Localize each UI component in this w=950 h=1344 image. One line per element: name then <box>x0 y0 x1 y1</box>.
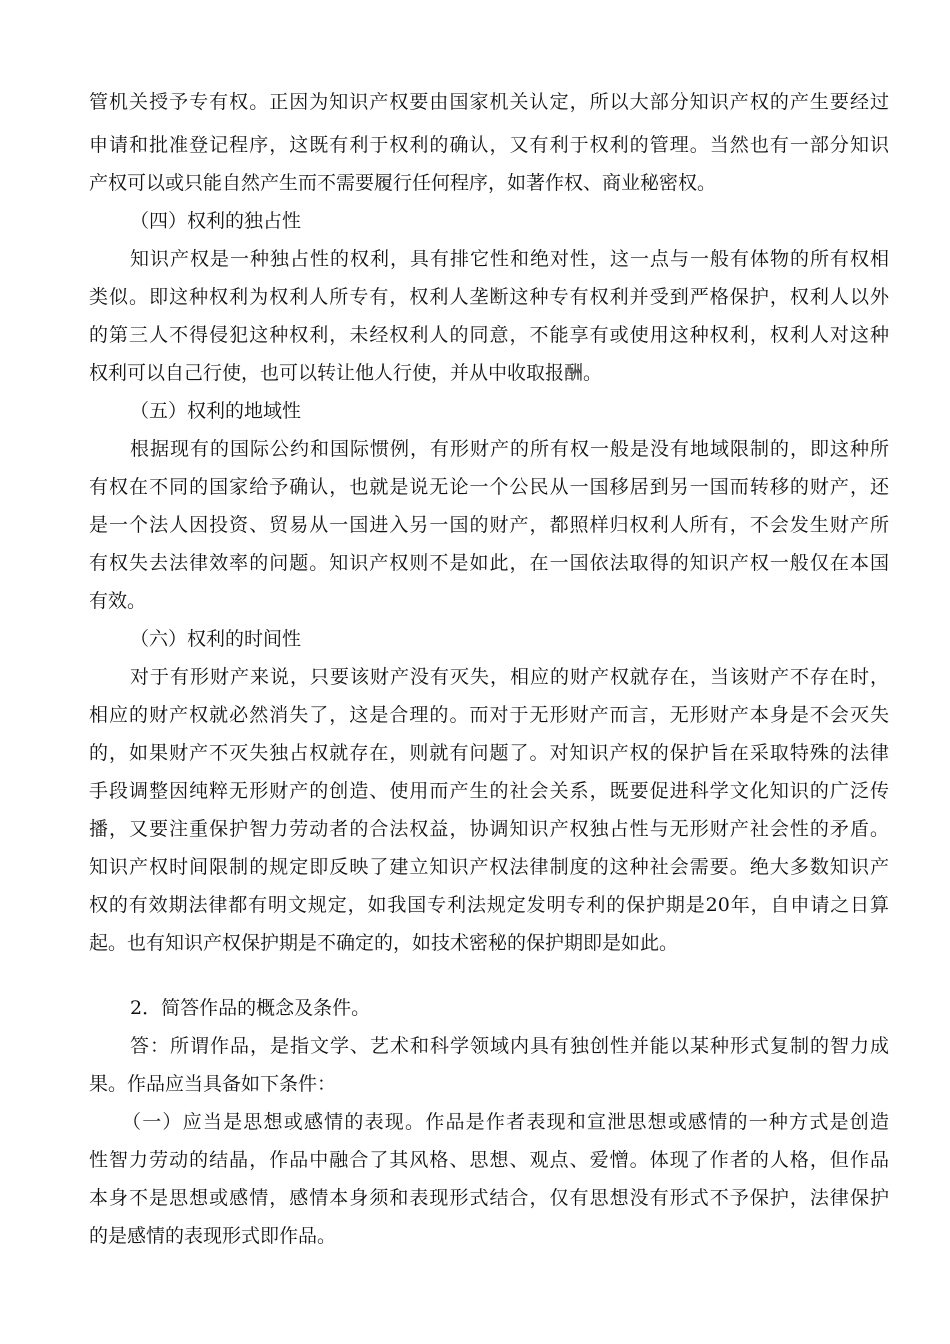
paragraph-line: 相应的财产权就必然消失了，这是合理的。而对于无形财产而言，无形财产本身是不会灭失 <box>89 704 889 726</box>
paragraph-line: 有效。 <box>89 590 147 612</box>
paragraph-line: 知识产权时间限制的规定即反映了建立知识产权法律制度的这种社会需要。绝大多数知识产 <box>89 856 889 878</box>
section-heading: （四）权利的独占性 <box>130 210 302 232</box>
paragraph-line: 管机关授予专有权。正因为知识产权要由国家机关认定，所以大部分知识产权的产生要经过 <box>89 91 889 113</box>
paragraph-line: 有权在不同的国家给予确认，也就是说无论一个公民从一国移居到另一国而转移的财产，还 <box>89 476 889 498</box>
answer-line: 答：所谓作品，是指文学、艺术和科学领域内具有独创性并能以某种形式复制的智力成 <box>130 1035 889 1057</box>
paragraph-line: 播，又要注重保护智力劳动者的合法权益，协调知识产权独占性与无形财产社会性的矛盾。 <box>89 818 889 840</box>
answer-line: 本身不是思想或感情，感情本身须和表现形式结合，仅有思想没有形式不予保护，法律保护 <box>89 1187 889 1209</box>
section-heading: （五）权利的地域性 <box>130 400 302 422</box>
paragraph-line: 权的有效期法律都有明文规定，如我国专利法规定发明专利的保护期是20年，自申请之日算 <box>89 894 889 916</box>
paragraph-line: 有权失去法律效率的问题。知识产权则不是如此，在一国依法取得的知识产权一般仅在本国 <box>89 552 889 574</box>
question-heading: 2．简答作品的概念及条件。 <box>130 997 371 1019</box>
paragraph-line: 知识产权是一种独占性的权利，具有排它性和绝对性，这一点与一般有体物的所有权相 <box>130 248 889 270</box>
answer-line: 的是感情的表现形式即作品。 <box>89 1225 337 1247</box>
paragraph-line: 手段调整因纯粹无形财产的创造、使用而产生的社会关系，既要促进科学文化知识的广泛传 <box>89 780 889 802</box>
section-heading: （六）权利的时间性 <box>130 628 302 650</box>
paragraph-line: 的第三人不得侵犯这种权利，未经权利人的同意，不能享有或使用这种权利，权利人对这种 <box>89 324 889 346</box>
paragraph-line: 的，如果财产不灭失独占权就存在，则就有问题了。对知识产权的保护旨在采取特殊的法律 <box>89 742 889 764</box>
answer-line: （一）应当是思想或感情的表现。作品是作者表现和宣泄思想或感情的一种方式是创造 <box>122 1111 889 1133</box>
paragraph-line: 申请和批准登记程序，这既有利于权利的确认，又有利于权利的管理。当然也有一部分知识 <box>89 134 889 156</box>
answer-line: 性智力劳动的结晶，作品中融合了其风格、思想、观点、爱憎。体现了作者的人格，但作品 <box>89 1149 889 1171</box>
paragraph-line: 根据现有的国际公约和国际惯例，有形财产的所有权一般是没有地域限制的，即这种所 <box>130 438 889 460</box>
paragraph-line: 是一个法人因投资、贸易从一国进入另一国的财产，都照样归权利人所有，不会发生财产所 <box>89 514 889 536</box>
paragraph-line: 起。也有知识产权保护期是不确定的，如技术密秘的保护期即是如此。 <box>89 932 679 954</box>
paragraph-line: 产权可以或只能自然产生而不需要履行任何程序，如著作权、商业秘密权。 <box>89 172 717 194</box>
paragraph-line: 对于有形财产来说，只要该财产没有灭失，相应的财产权就存在，当该财产不存在时， <box>130 666 889 688</box>
answer-line: 果。作品应当具备如下条件： <box>89 1073 337 1095</box>
paragraph-line: 类似。即这种权利为权利人所专有，权利人垄断这种专有权利并受到严格保护，权利人以外 <box>89 286 889 308</box>
paragraph-line: 权利可以自己行使，也可以转让他人行使，并从中收取报酬。 <box>89 362 603 384</box>
